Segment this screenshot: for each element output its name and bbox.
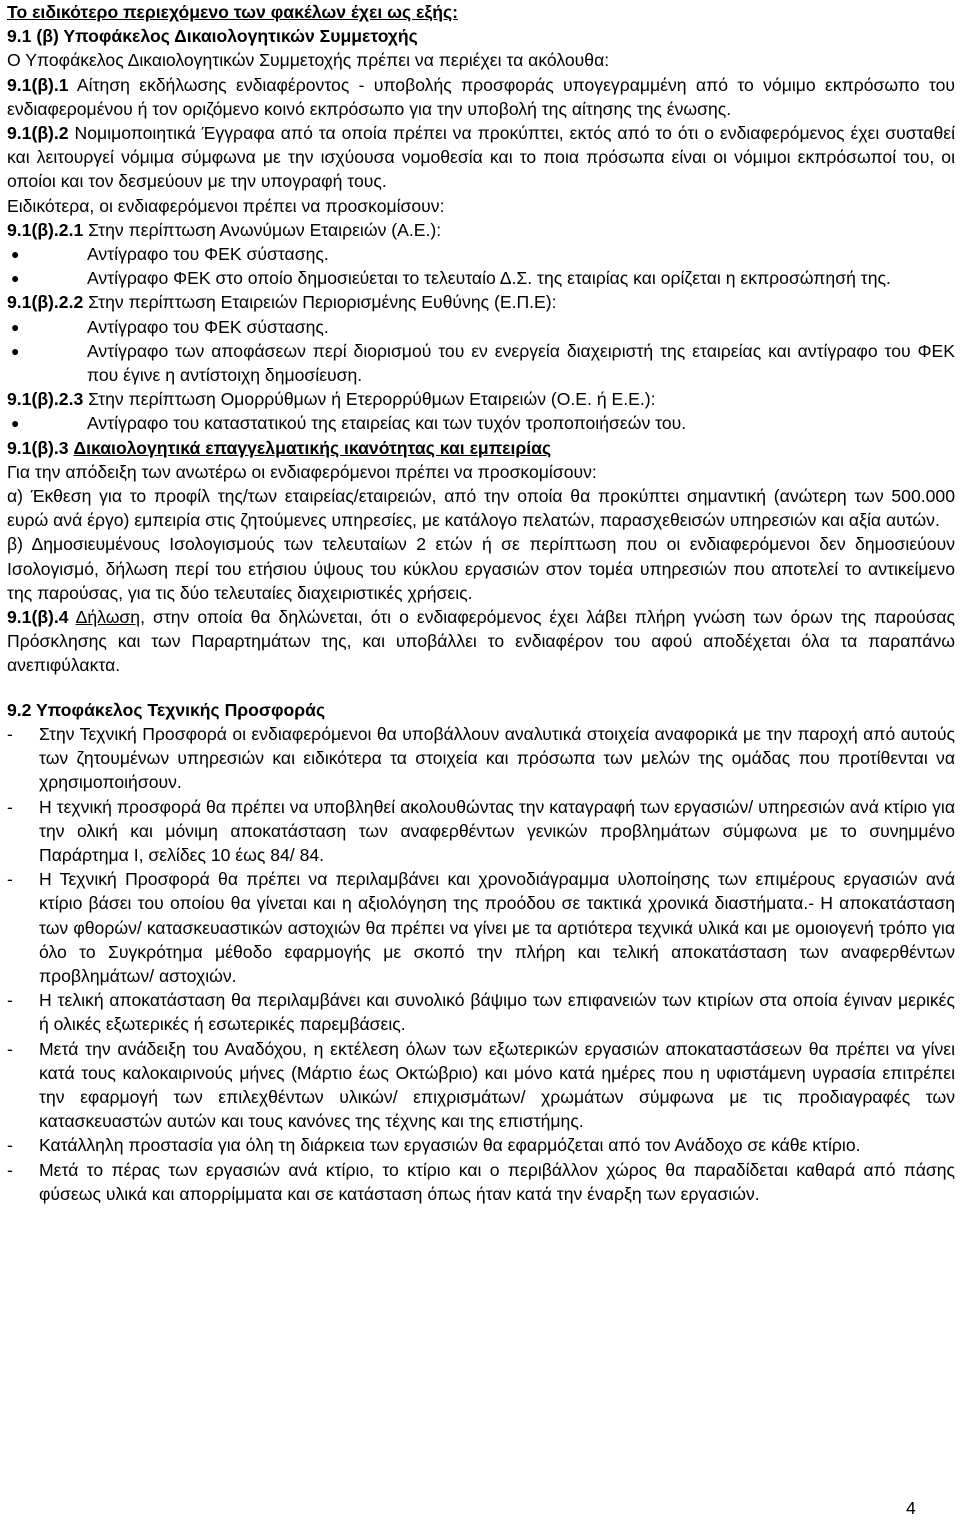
item-text: Αίτηση εκδήλωσης ενδιαφέροντος - υποβολής προσφοράς υπογεγραμμένη από το νόμιμο εκπρόσωπο του ενδιαφερομένου ή τον οριζόμενο κοινό εκπρόσωπο για την υποβολή της αίτησης της ένωσης.: [7, 74, 955, 119]
list-item-text: Στην Τεχνική Προσφορά οι ενδιαφερόμενοι θα υποβάλλουν αναλυτικά στοιχεία αναφορικά με την παροχή από αυτούς των ζητουμένων υπηρεσιών και ειδικότερα τα στοιχεία και πρόσωπα των μελών της ομάδας που προτίθενται να χρησιμοποιήσουν.: [39, 723, 955, 793]
section-9-2-title: 9.2 Υποφάκελος Τεχνικής Προσφοράς: [7, 699, 326, 720]
list-item: [7, 722, 955, 795]
bullet-icon: ●: [11, 342, 20, 359]
bullet-item: [7, 242, 955, 266]
item-9-1-b-1: [7, 73, 955, 121]
bullet-text: Αντίγραφο του καταστατικού της εταιρείας και των τυχόν τροποποιήσεών του.: [87, 413, 687, 434]
dash-marker: -: [7, 723, 13, 744]
item-number: 9.1(β).4: [7, 607, 69, 628]
item-text: Στην περίπτωση Ανωνύμων Εταιρειών (Α.Ε.):: [83, 219, 442, 240]
list-item-text: Η τεχνική προσφορά θα πρέπει να υποβληθεί ακολουθώντας την καταγραφή των εργασιών/ υπηρεσιών ανά κτίριο για την ολική και μόνιμη αποκατάσταση των αναφερθέντων γενικών προβλημάτων σύμφωνα με το συνημμένο Παράρτημα Ι, σελίδες 10 έως 84/ 84.: [39, 796, 955, 865]
dash-marker: -: [7, 990, 13, 1011]
bullet-icon: ●: [11, 415, 20, 432]
item-9-1-b-2-lead: Ειδικότερα, οι ενδιαφερόμενοι πρέπει να προσκομίσουν:: [7, 195, 445, 216]
list-item: [7, 988, 955, 1036]
item-number: 9.1(β).2.3: [7, 389, 84, 410]
item-text: , στην οποία θα δηλώνεται, ότι ο ενδιαφερόμενος έχει λάβει πλήρη γνώση των όρων της παρούσας Πρόσκλησης και των Παραρτημάτων της, και υποβάλλει το ενδιαφέρον του αφού αποδέχεται όλα τα παραπάνω ανεπιφύλακτα.: [7, 607, 956, 676]
item-title: Δικαιολογητικά επαγγελματικής ικανότητας και εμπειρίας: [73, 437, 552, 458]
list-item: [7, 867, 955, 988]
section-9-1-title: 9.1 (β) Υποφάκελος Δικαιολογητικών Συμμετοχής: [7, 26, 418, 47]
bullet-text: Αντίγραφο του ΦΕΚ σύστασης.: [87, 316, 329, 337]
item-9-1-b-3-b: β) Δημοσιευμένους Ισολογισμούς των τελευταίων 2 ετών ή σε περίπτωση που οι ενδιαφερόμενοι δεν δημοσιεύουν Ισολογισμό, δήλωση περί του ετήσιου ύψους του κύκλου εργασιών στον τομέα υπηρεσιών που αποτελεί το αντικείμενο της παρούσας, για τις δύο τελευταίες διαχειριστικές χρήσεις.: [7, 534, 955, 603]
section-9-1-lead: Ο Υποφάκελος Δικαιολογητικών Συμμετοχής πρέπει να περιέχει τα ακόλουθα:: [7, 50, 610, 71]
item-9-1-b-2: [7, 121, 955, 194]
bullet-item: [7, 315, 955, 339]
bullet-icon: ●: [11, 270, 20, 287]
bullet-text: Αντίγραφο του ΦΕΚ σύστασης.: [87, 244, 329, 265]
bullet-text: Αντίγραφο ΦΕΚ στο οποίο δημοσιεύεται το τελευταίο Δ.Σ. της εταιρίας και ορίζεται η εκπροσώπησή της.: [87, 268, 891, 289]
intro-heading: Το ειδικότερο περιεχόμενο των φακέλων έχει ως εξής:: [7, 2, 458, 22]
dash-marker: -: [7, 1038, 13, 1059]
dash-marker: -: [7, 1159, 13, 1180]
bullet-item: [7, 411, 955, 435]
page-number: 4: [906, 1498, 916, 1518]
item-9-1-b-3-lead: Για την απόδειξη των ανωτέρω οι ενδιαφερόμενοι πρέπει να προσκομίσουν:: [7, 461, 597, 482]
list-item-text: Μετά το πέρας των εργασιών ανά κτίριο, το κτίριο και ο περιβάλλον χώρος θα παραδίδεται καθαρά από πάσης φύσεως υλικά και απορρίμματα και σε κατάσταση όπως ήταν κατά την έναρξη των εργασιών.: [39, 1159, 955, 1204]
item-9-1-b-3: [7, 436, 955, 460]
dash-marker: -: [7, 869, 13, 890]
item-number: 9.1(β).3: [7, 437, 69, 458]
bullet-text: Αντίγραφο των αποφάσεων περί διορισμού του εν ενεργεία διαχειριστή της εταιρείας και αντίγραφο του ΦΕΚ που έγινε η αντίστοιχη δημοσίευση.: [87, 340, 955, 386]
list-item: [7, 1133, 955, 1157]
item-9-1-b-2-1: [7, 218, 955, 242]
list-item: [7, 795, 955, 868]
item-9-1-b-4: [7, 605, 955, 678]
spacer: [7, 678, 955, 698]
item-number: 9.1(β).2: [7, 123, 69, 144]
bullet-item: [7, 339, 955, 387]
item-number: 9.1(β).2.2: [7, 292, 84, 313]
item-underlined: Δήλωση: [75, 607, 141, 628]
dash-marker: -: [7, 796, 13, 817]
item-9-1-b-2-3: [7, 387, 955, 411]
list-item-text: Η τελική αποκατάσταση θα περιλαμβάνει και συνολικό βάψιμο των επιφανειών των κτιρίων στα οποία έγιναν μερικές ή ολικές εξωτερικές ή εσωτερικές παρεμβάσεις.: [39, 990, 955, 1035]
item-text: Στην περίπτωση Εταιρειών Περιορισμένης Ευθύνης (Ε.Π.Ε):: [83, 292, 557, 313]
list-item: [7, 1037, 955, 1134]
item-text: Στην περίπτωση Ομορρύθμων ή Ετερορρύθμων Εταιρειών (Ο.Ε. ή Ε.Ε.):: [83, 389, 656, 410]
item-9-1-b-3-a: α) Έκθεση για το προφίλ της/των εταιρείας/εταιρειών, από την οποία θα προκύπτει σημαντική (ανώτερη των 500.000 ευρώ ανά έργο) εμπειρία στις ζητούμενες υπηρεσίες, με κατάλογο πελατών, παρασχεθεισών υπηρεσιών και αξία αυτών.: [7, 486, 955, 531]
bullet-icon: ●: [11, 318, 20, 335]
bullet-icon: ●: [11, 246, 20, 263]
dash-marker: -: [7, 1135, 13, 1156]
item-number: 9.1(β).1: [7, 74, 69, 95]
document-page: [7, 0, 955, 1206]
list-item: [7, 1158, 955, 1206]
bullet-item: [7, 266, 955, 290]
item-9-1-b-2-2: [7, 290, 955, 314]
item-number: 9.1(β).2.1: [7, 219, 84, 240]
list-item-text: Η Τεχνική Προσφορά θα πρέπει να περιλαμβάνει και χρονοδιάγραμμα υλοποίησης των επιμέρους εργασιών ανά κτίριο βάσει του οποίου θα γίνεται και η αξιολόγηση της προόδου σε τακτικά χρονικά διαστήματα.- Η αποκατάσταση των φθορών/ κατασκευαστικών αστοχιών θα πρέπει να γίνει με τα αρτιότερα τεχνικά υλικά και με ομοιογενή τρόπο για όλο το Συγκρότημα μέθοδο εφαρμογής με σκοπό την πλήρη και τελική αποκατάσταση των αναφερθέντων προβλημάτων/ αστοχιών.: [39, 869, 955, 986]
list-item-text: Μετά την ανάδειξη του Αναδόχου, η εκτέλεση όλων των εξωτερικών εργασιών αποκαταστάσεων θα πρέπει να γίνει κατά τους καλοκαιρινούς μήνες (Μάρτιο έως Οκτώβριο) και μόνο κατά ημέρες που η υφιστάμενη υγρασία επιτρέπει την εφαρμογή των επιλεχθέντων υλικών/ επιχρισμάτων/ χρωμάτων σύμφωνα με τις προδιαγραφές των κατασκευαστών αυτών και τους κανόνες της τέχνης και της επιστήμης.: [39, 1038, 955, 1132]
list-item-text: Κατάλληλη προστασία για όλη τη διάρκεια των εργασιών θα εφαρμόζεται από τον Ανάδοχο σε κάθε κτίριο.: [39, 1135, 861, 1156]
item-text: Νομιμοποιητικά Έγγραφα από τα οποία πρέπει να προκύπτει, εκτός από το ότι ο ενδιαφερόμενος έχει συσταθεί και λειτουργεί νόμιμα σύμφωνα με την ισχύουσα νομοθεσία και το ποια πρόσωπα είναι οι νόμιμοι εκπρόσωποί του, οι οποίοι και τον δεσμεύουν με την υπογραφή τους.: [7, 123, 955, 192]
